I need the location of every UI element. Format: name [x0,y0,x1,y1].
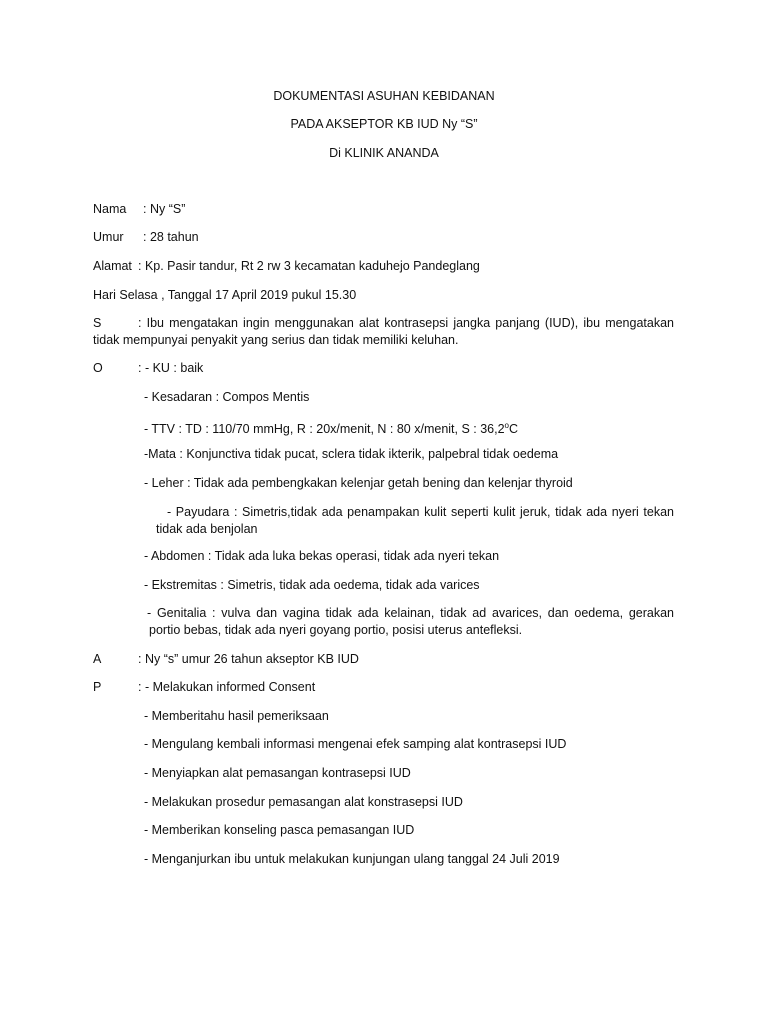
plan-item: - Memberitahu hasil pemeriksaan [144,709,329,723]
plan-item: - Menyiapkan alat pemasangan kontrasepsi IUD [144,766,411,780]
objective-leher: - Leher : Tidak ada pembengkakan kelenjar getah bening dan kelenjar thyroid [144,476,573,490]
ttv-text: - TTV : TD : 110/70 mmHg, R : 20x/menit, N : 80 x/menit, S : 36,2 [144,422,505,437]
alamat-label: Alamat [93,259,132,273]
objective-ku: : - KU : baik [138,361,204,375]
degree-symbol: o [504,421,509,430]
alamat-value: : Kp. Pasir tandur, Rt 2 rw 3 kecamatan kaduhejo Pandeglang [138,259,480,273]
objective-abdomen: - Abdomen : Tidak ada luka bekas operasi, tidak ada nyeri tekan [144,549,500,563]
objective-genitalia: - Genitalia : vulva dan vagina tidak ada kelainan, tidak ad avarices, dan oedema, gerakan portio bebas, tidak ada nyeri goyang portio, posisi uterus antefleksi. [147,606,674,637]
clinic-name: Di KLINIK ANANDA [329,146,439,160]
subjective-label: S [93,316,102,330]
objective-payudara: - Payudara : Simetris,tidak ada penampakan kulit seperti kulit jeruk, tidak ada nyeri tekan tidak ada benjolan [156,505,674,536]
document-title: DOKUMENTASI ASUHAN KEBIDANAN [273,89,495,103]
ttv-unit: C [509,422,519,437]
plan-first-item: : - Melakukan informed Consent [138,680,316,694]
umur-value: : 28 tahun [143,230,199,244]
objective-ttv [144,417,518,438]
plan-item: - Melakukan prosedur pemasangan alat konstrasepsi IUD [144,795,463,809]
document-subtitle: PADA AKSEPTOR KB IUD Ny “S” [290,117,478,131]
subjective-text: : Ibu mengatakan ingin menggunakan alat kontrasepsi jangka panjang (IUD), ibu mengatakan tidak mempunyai penyakit yang serius dan tidak memiliki keluhan. [93,316,674,347]
plan-label: P [93,680,102,694]
nama-label: Nama [93,202,127,216]
objective-label: O [93,361,103,375]
assessment-text: : Ny “s” umur 26 tahun akseptor KB IUD [138,652,359,666]
date-line: Hari Selasa , Tanggal 17 April 2019 pukul 15.30 [93,288,357,302]
objective-mata: -Mata : Konjunctiva tidak pucat, sclera tidak ikterik, palpebral tidak oedema [144,447,559,461]
plan-item: - Menganjurkan ibu untuk melakukan kunjungan ulang tanggal 24 Juli 2019 [144,852,560,866]
plan-item: - Memberikan konseling pasca pemasangan IUD [144,823,415,837]
objective-ekstremitas: - Ekstremitas : Simetris, tidak ada oedema, tidak ada varices [144,578,480,592]
umur-label: Umur [93,230,124,244]
nama-value: : Ny “S” [143,202,186,216]
objective-kesadaran: - Kesadaran : Compos Mentis [144,390,310,404]
assessment-label: A [93,652,102,666]
plan-item: - Mengulang kembali informasi mengenai efek samping alat kontrasepsi IUD [144,737,567,751]
